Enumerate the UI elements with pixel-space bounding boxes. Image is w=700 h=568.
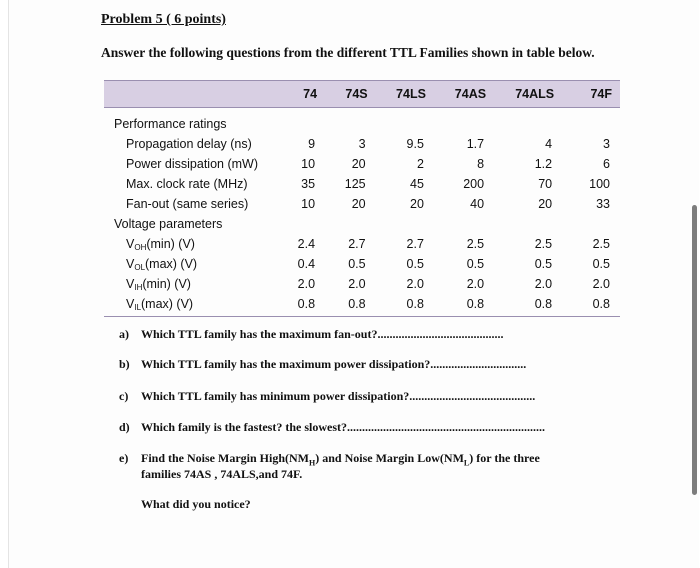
table-row (104, 254, 620, 274)
column-header: 74LS (376, 81, 434, 108)
cell: 0.5 (406, 257, 424, 271)
cell: 10 (301, 197, 316, 211)
cell: 200 (463, 177, 485, 191)
cell: 125 (344, 177, 366, 191)
cell: 2 (416, 157, 424, 171)
cell: 2.5 (466, 237, 485, 251)
cell: 20 (410, 197, 424, 211)
row-label: Max. clock rate (MHz) (126, 177, 248, 191)
cell: 1.2 (534, 157, 553, 171)
table-row (104, 294, 620, 317)
cell: 2.0 (534, 277, 553, 291)
question-e-continued: families 74AS , 74ALS,and 74F. (141, 467, 303, 481)
table-row (104, 134, 620, 154)
cell: 2.5 (534, 237, 553, 251)
cell: 8 (477, 157, 485, 171)
row-label: VIL(max) (V) (104, 294, 283, 317)
cell: 20 (351, 157, 366, 171)
cell: 9 (308, 137, 316, 151)
cell: 2.7 (406, 237, 424, 251)
cell: 0.8 (434, 294, 494, 317)
cell: 2.0 (592, 277, 610, 291)
cell: 1.7 (466, 137, 485, 151)
cell: 2.5 (592, 237, 610, 251)
question-b: b) Which TTL family has the maximum power dissipation?................................ (119, 357, 527, 371)
row-label: VOL(max) (V) (126, 256, 198, 272)
row-label: VOH(min) (V) (126, 236, 195, 252)
column-header: 74ALS (494, 81, 562, 108)
column-header: 74F (562, 81, 620, 108)
cell: 35 (301, 177, 316, 191)
cell: 2.0 (406, 277, 424, 291)
notice-prompt: What did you notice? (141, 497, 251, 511)
question-d: d) Which family is the fastest? the slowest?.................................................................. (119, 420, 545, 434)
cell: 0.5 (592, 257, 610, 271)
ttl-families-table (104, 80, 620, 317)
cell: 0.5 (534, 257, 553, 271)
cell: 4 (545, 137, 553, 151)
header-blank (104, 81, 283, 108)
table-row (104, 274, 620, 294)
cell: 0.5 (348, 257, 366, 271)
cell: 0.8 (283, 294, 325, 317)
document-page (8, 0, 699, 568)
cell: 0.8 (325, 294, 376, 317)
cell: 0.8 (562, 294, 620, 317)
table-row (104, 174, 620, 194)
cell: 10 (301, 157, 316, 171)
column-header: 74S (325, 81, 376, 108)
row-label: VIH(min) (V) (126, 276, 191, 292)
cell: 2.0 (297, 277, 316, 291)
cell: 70 (538, 177, 553, 191)
row-label: Fan-out (same series) (126, 197, 249, 211)
cell: 2.7 (348, 237, 366, 251)
group-row (104, 214, 620, 234)
problem-title: Problem 5 ( 6 points) (101, 12, 226, 27)
cell: 40 (470, 197, 485, 211)
column-header: 74AS (434, 81, 494, 108)
cell: 9.5 (406, 137, 424, 151)
cell: 0.8 (494, 294, 562, 317)
group-row (104, 108, 620, 135)
cell: 2.0 (348, 277, 366, 291)
problem-instruction: Answer the following questions from the different TTL Families shown in table below. (101, 45, 595, 60)
question-e: e) Find the Noise Margin $High(NM_H)$ and Noise Margin $Low(NM_L)$ for the three (119, 451, 540, 468)
cell: 0.5 (466, 257, 485, 271)
cell: 20 (351, 197, 366, 211)
column-header: 74 (283, 81, 325, 108)
group-label-performance: Performance ratings (114, 117, 227, 131)
cell: 0.8 (376, 294, 434, 317)
cell: 100 (589, 177, 610, 191)
cell: 3 (358, 137, 366, 151)
cell: 6 (603, 157, 610, 171)
cell: 3 (603, 137, 610, 151)
table-row (104, 194, 620, 214)
cell: 33 (596, 197, 610, 211)
table-header-row (104, 81, 620, 108)
cell: 45 (410, 177, 424, 191)
question-c: c) Which TTL family has minimum power dissipation?.......................................... (119, 389, 536, 403)
cell: 2.4 (297, 237, 316, 251)
table-row (104, 234, 620, 254)
row-label: Power dissipation (mW) (126, 157, 258, 171)
cell: 2.0 (466, 277, 485, 291)
row-label: Propagation delay (ns) (126, 137, 252, 151)
table-row (104, 154, 620, 174)
group-label-voltage: Voltage parameters (114, 217, 223, 231)
question-a: a) Which TTL family has the maximum fan-out?.......................................... (119, 327, 504, 341)
cell: 20 (538, 197, 553, 211)
cell: 0.4 (297, 257, 316, 271)
vertical-scrollbar[interactable] (692, 205, 697, 495)
